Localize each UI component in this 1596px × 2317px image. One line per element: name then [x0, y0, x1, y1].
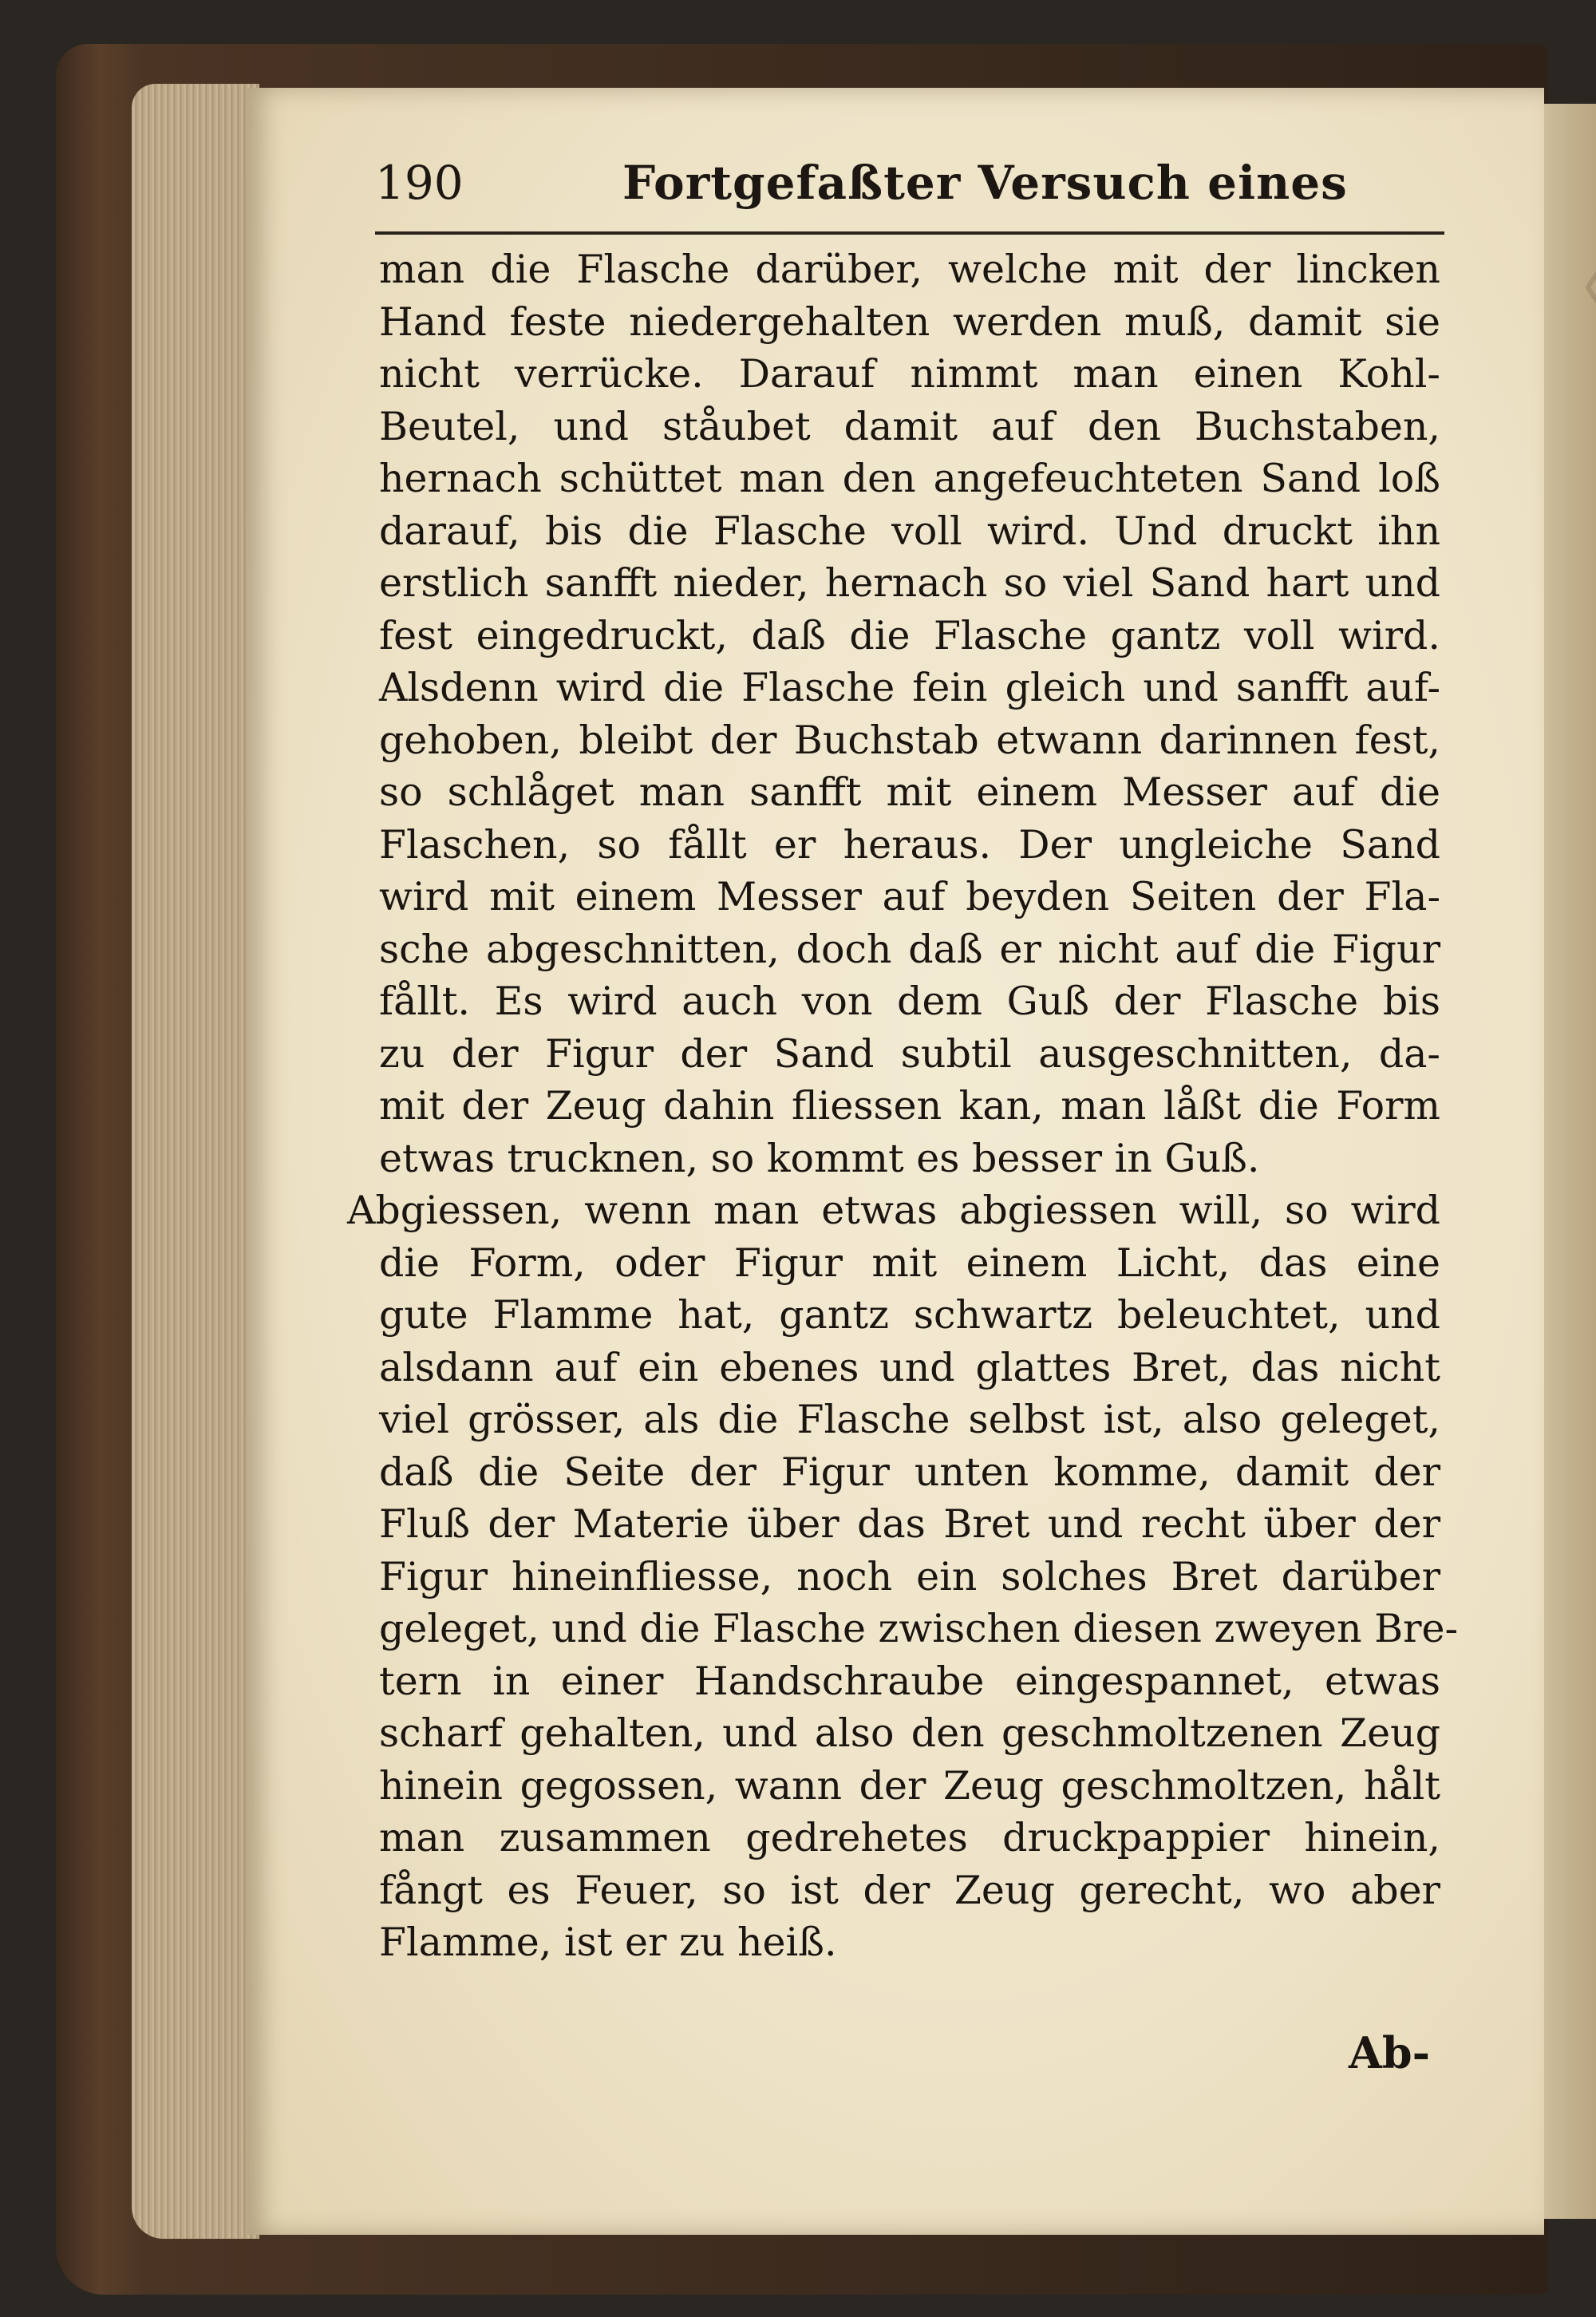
text-line: nicht verrücke. Darauf nimmt man einen Kohl- [379, 351, 1440, 397]
text-line: etwas trucknen, so kommt es besser in Guß. [379, 1135, 1260, 1181]
text-line: Hand feste niedergehalten werden muß, damit sie [379, 299, 1440, 345]
text-line: fållt. Es wird auch von dem Guß der Flasche bis [379, 979, 1440, 1024]
text-line: Flaschen, so fållt er heraus. Der ungleiche Sand [379, 821, 1440, 868]
text-line: Beutel, und ståubet damit auf den Buchstaben, [379, 403, 1440, 449]
text-line: gute Flamme hat, gantz schwartz beleuchtet, und [379, 1292, 1440, 1338]
page-edges [132, 84, 259, 2239]
running-title: Fortgefaßter Versuch eines [622, 156, 1348, 210]
text-line: mit der Zeug dahin fliessen kan, man låßt die Form [379, 1083, 1440, 1129]
text-line: tern in einer Handschraube eingespannet, etwas [379, 1658, 1440, 1704]
entry-heading-line: Abgiessen, wenn man etwas abgiessen will, so wird [347, 1188, 1440, 1233]
text-line: so schlåget man sanfft mit einem Messer auf die [379, 769, 1440, 815]
text-line: darauf, bis die Flasche voll wird. Und druckt ihn [379, 508, 1440, 554]
text-line: Flamme, ist er zu heiß. [379, 1920, 837, 1965]
text-line: fångt es Feuer, so ist der Zeug gerecht, wo aber [379, 1867, 1440, 1913]
text-line: sche abgeschnitten, doch daß er nicht auf die Figur [379, 926, 1440, 972]
catch-word: Ab- [1349, 2027, 1431, 2078]
text-line: hernach schüttet man den angefeuchteten Sand loß [379, 456, 1440, 501]
text-line: wird mit einem Messer auf beyden Seiten der Fla- [379, 874, 1440, 919]
text-line: daß die Seite der Figur unten komme, damit der [379, 1449, 1440, 1495]
text-line: erstlich sanfft nieder, hernach so viel Sand hart und [379, 560, 1440, 606]
text-line: man die Flasche darüber, welche mit der lincken [379, 247, 1440, 292]
text-line: gehoben, bleibt der Buchstab etwann darinnen fest, [379, 717, 1440, 763]
page-number: 190 [375, 156, 464, 210]
text-line: Fluß der Materie über das Bret und recht über der [379, 1501, 1440, 1547]
body-text [347, 243, 1459, 1969]
page-header [375, 156, 1444, 219]
text-line: scharf gehalten, und also den geschmoltzenen Zeug [379, 1710, 1440, 1756]
text-line: viel grösser, als die Flasche selbst ist, also geleget, [379, 1397, 1440, 1442]
text-line: geleget, und die Flasche zwischen diesen zweyen Bre- [379, 1606, 1459, 1651]
text-line: die Form, oder Figur mit einem Licht, das eine [379, 1240, 1440, 1286]
next-page-edge [1544, 104, 1596, 2219]
text-line: Figur hineinfliesse, noch ein solches Bret darüber [379, 1553, 1440, 1599]
header-rule [375, 231, 1444, 235]
text-line: man zusammen gedrehetes druckpappier hinein, [379, 1815, 1440, 1860]
text-line: hinein gegossen, wann der Zeug geschmoltzen, hålt [379, 1762, 1440, 1809]
text-line: zu der Figur der Sand subtil ausgeschnitten, da- [379, 1030, 1440, 1077]
faded-ornament-icon [1572, 223, 1596, 351]
text-line: fest eingedruckt, daß die Flasche gantz voll wird. [379, 612, 1440, 658]
text-line: alsdann auf ein ebenes und glattes Bret, das nicht [379, 1344, 1440, 1390]
text-line: Alsdenn wird die Flasche fein gleich und sanfft auf- [379, 665, 1440, 710]
